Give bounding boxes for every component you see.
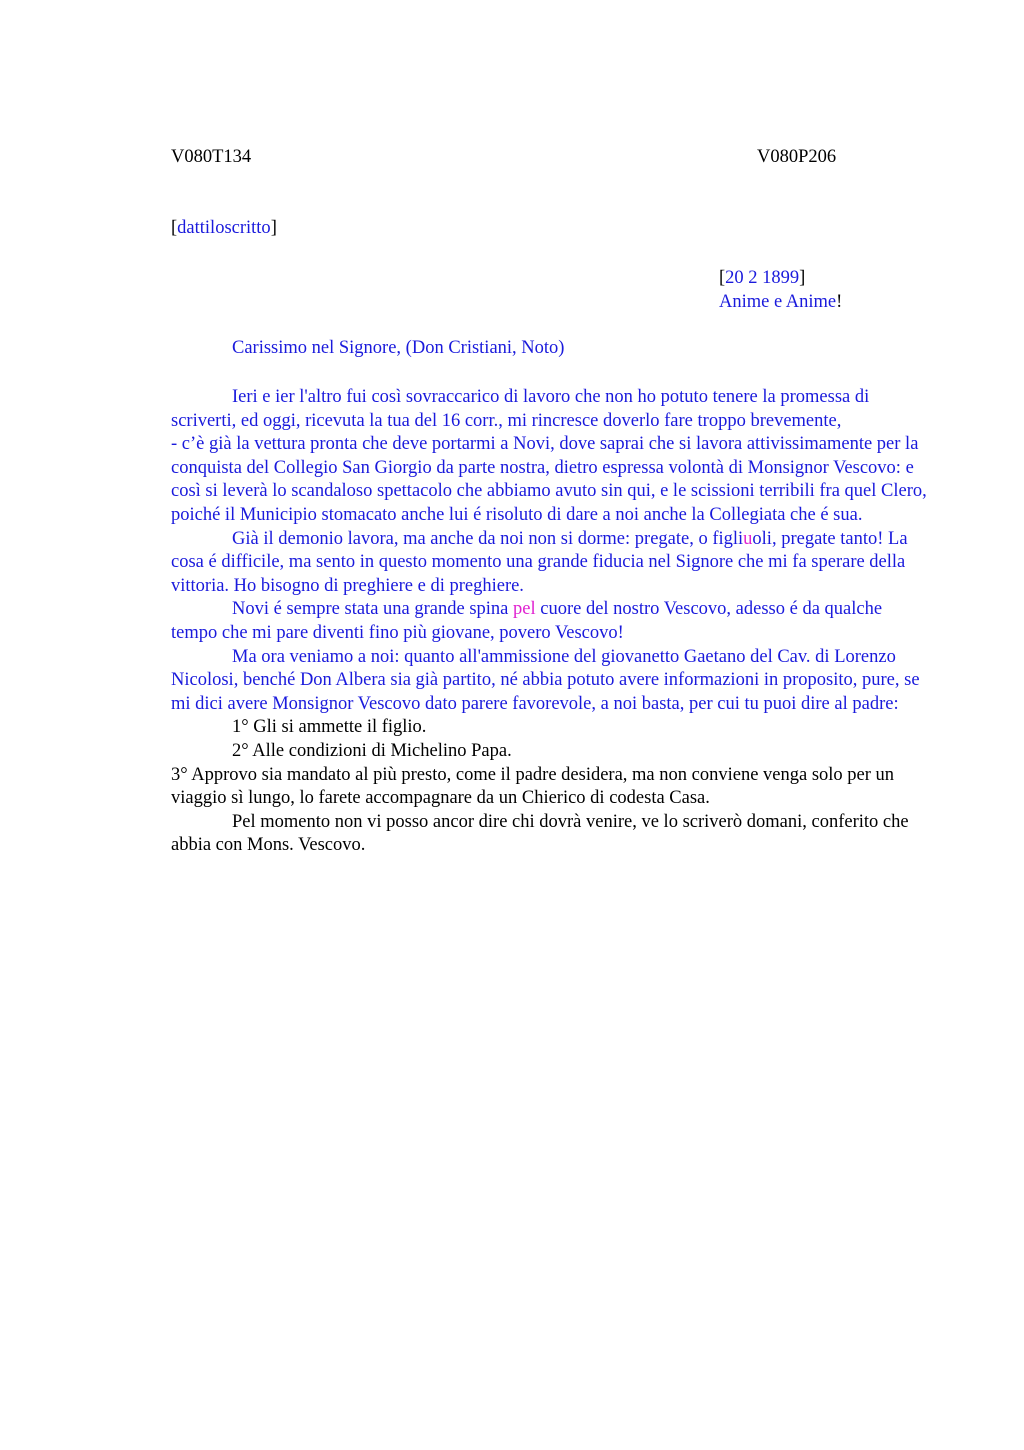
date-text: 20 2 1899: [725, 268, 800, 288]
paragraph-6: Pel momento non vi posso ancor dire chi dovrà venire, ve lo scriverò domani, conferito che abbia con Mons. Vescovo.: [171, 811, 909, 856]
motto-text: Anime e Anime: [719, 292, 837, 312]
document-code-left: V080T134: [171, 147, 252, 167]
note-bracket-open: [: [171, 218, 178, 238]
paragraph-4-part-a: Novi é sempre stata una grande spina: [232, 599, 514, 620]
list-item-1: 1° Gli si ammette il figlio.: [232, 717, 427, 738]
paragraph-5: Ma ora veniamo a noi: quanto all'ammissione del giovanetto Gaetano del Cav. di Lorenzo Nicolosi, benché Don Albera sia già partito, né abbia potuto avere informazioni in proposito, pure, se mi dici avere Monsignor Vescovo dato parere favorevole, a noi basta, per cui tu puoi dire al padre:: [171, 646, 920, 714]
paragraph-4: [171, 598, 931, 645]
date-bracket-open: [: [719, 268, 726, 288]
letter-body: [171, 386, 931, 858]
date-bracket-close: ]: [799, 268, 806, 288]
document-header: [171, 147, 931, 171]
note-bracket-close: ]: [270, 218, 277, 238]
date-block: [719, 266, 842, 314]
letter-date: [719, 266, 842, 290]
paragraph-3: [171, 528, 931, 599]
list-item-3: 3° Approvo sia mandato al più presto, come il padre desidera, ma non conviene venga solo per un viaggio sì lungo, lo farete accompagnare da un Chierico di codesta Casa.: [171, 764, 895, 809]
paragraph-3-part-c: oli, pregate tanto! La cosa é difficile, ma sento in questo momento una grande fiducia nel Signore che mi fa sperare della vittoria. Ho bisogno di preghiere e di preghiere.: [171, 528, 908, 596]
paragraph-3-part-a: Già il demonio lavora, ma anche da noi non si dorme: pregate, o figli: [232, 528, 744, 549]
document-code-right: V080P206: [757, 147, 837, 167]
letter-motto: [719, 290, 842, 314]
paragraph-1: Ieri e ier l'altro fui così sovraccarico di lavoro che non ho potuto tenere la promessa di scriverti, ed oggi, ricevuta la tua del 16 corr., mi rincresce doverlo fare troppo brevemente,: [171, 387, 870, 431]
editorial-note: [171, 218, 277, 239]
letter-greeting: Carissimo nel Signore, (Don Cristiani, Noto): [232, 338, 565, 358]
paragraph-3-correction: u: [743, 528, 753, 549]
paragraph-4-correction: pel: [513, 599, 536, 620]
list-item-2: 2° Alle condizioni di Michelino Papa.: [232, 740, 512, 761]
paragraph-4-part-c: cuore del nostro Vescovo, adesso é da qualche tempo che mi pare diventi fino più giovane, povero Vescovo!: [171, 599, 883, 643]
motto-exclamation: !: [836, 292, 843, 312]
note-text: dattiloscritto: [177, 218, 271, 238]
paragraph-2: - c’è già la vettura pronta che deve portarmi a Novi, dove saprai che si lavora attivissimamente per la conquista del Collegio San Giorgio da parte nostra, dietro espressa volontà di Monsignor Vescovo: e così si leverà lo scandaloso spettacolo che abbiamo avuto sin qui, e le scissioni terribili fra quel Clero, poiché il Municipio stomacato anche lui é risoluto di dare a noi anche la Collegiata che é sua.: [171, 434, 927, 525]
